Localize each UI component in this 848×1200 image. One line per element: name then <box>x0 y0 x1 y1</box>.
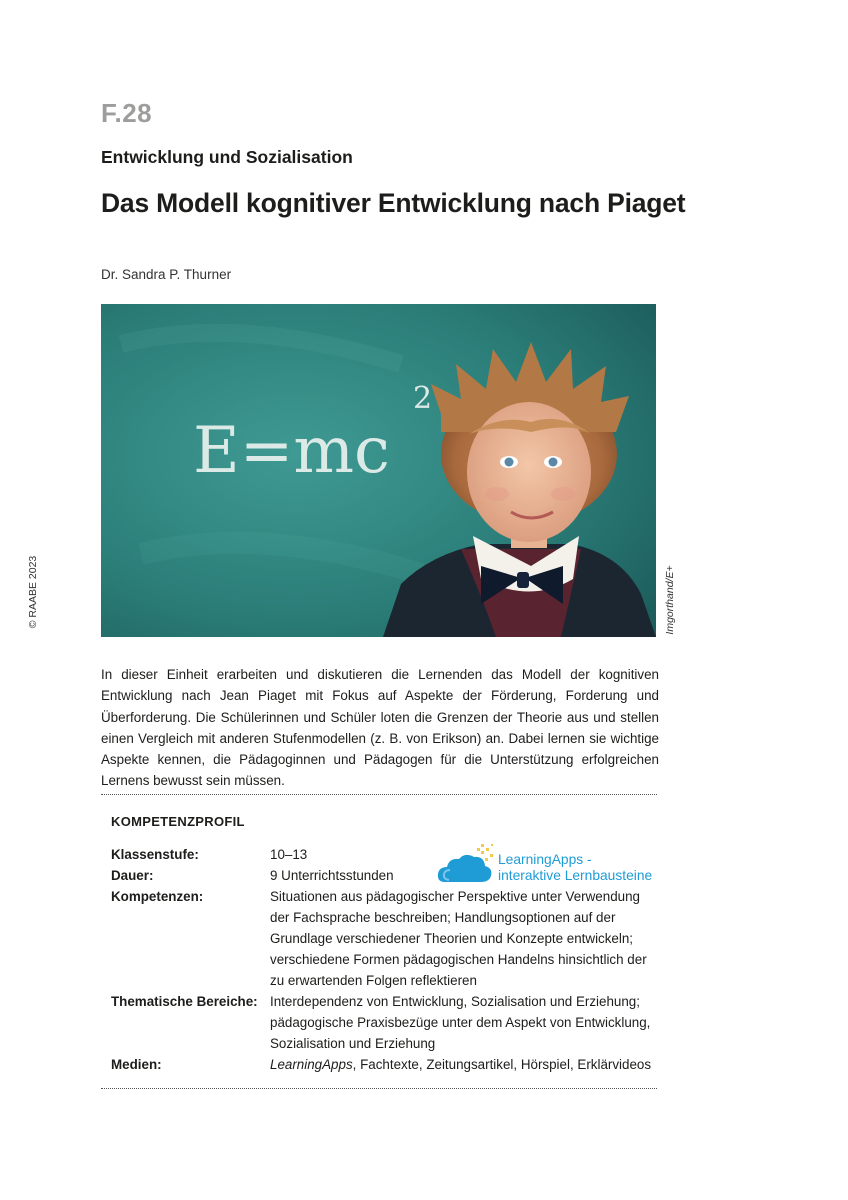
learningapps-line1: LearningApps - <box>498 852 592 867</box>
formula-exponent: 2 <box>413 381 433 416</box>
kompetenzprofil-heading: KOMPETENZPROFIL <box>111 814 245 829</box>
page-title: Das Modell kognitiver Entwicklung nach Piaget <box>101 188 686 218</box>
profile-label: Kompetenzen: <box>111 889 204 904</box>
profile-label: Klassenstufe: <box>111 847 199 862</box>
learningapps-logo[interactable] <box>437 842 662 890</box>
profile-value <box>270 1054 652 1075</box>
profile-label: Medien: <box>111 1057 162 1072</box>
learningapps-line2: interaktive Lernbausteine <box>498 868 653 883</box>
section-divider-top <box>101 794 657 795</box>
cloud-icon <box>437 842 497 890</box>
intro-paragraph: In dieser Einheit erarbeiten und diskutieren die Lernenden das Modell der kognitiven Entwicklung nach Jean Piaget mit Fokus auf Aspekte der Förderung, Forderung und Überforderung. Die Schülerinnen und Schüler loten die Grenzen der Theorie aus und stellen einen Vergleich mit anderen Stufenmodellen (z. B. von Erikson) an. Dabei lernen sie wichtige Aspekte kennen, die Pädagoginnen und Pädagogen für die Unterstützung erfolgreichen Lernens bewusst sein müssen. <box>101 667 659 789</box>
formula-text: E=mc <box>193 414 390 488</box>
profile-value: 10–13 <box>270 847 308 862</box>
profile-value: 9 Unterrichtsstunden <box>270 868 394 883</box>
profile-label: Dauer: <box>111 868 154 883</box>
copyright-note: © RAABE 2023 <box>27 555 39 629</box>
learningapps-label <box>498 852 652 884</box>
profile-label: Thematische Bereiche: <box>111 994 258 1009</box>
unit-code: F.28 <box>101 98 153 128</box>
child-at-chalkboard-image <box>101 304 656 637</box>
unit-subtitle: Entwicklung und Sozialisation <box>101 147 353 167</box>
learningapps-italic: LearningApps <box>270 1057 353 1072</box>
section-divider-bottom <box>101 1088 657 1089</box>
medien-rest: , Fachtexte, Zeitungsartikel, Hörspiel, Erklärvideos <box>352 1057 652 1072</box>
image-credit: Imgorthand/E+ <box>664 565 676 635</box>
cover-photo <box>101 304 656 637</box>
profile-value: Situationen aus pädagogischer Perspektive unter Verwendung der Fachsprache beschreiben; Handlungsoptionen auf der Grundlage verschiedener Theorien und Konzepte entwickeln; verschiedene Formen pädagogischen Handelns hinsichtlich der zu erwartenden Folgen reflektieren <box>270 889 647 988</box>
profile-value: Interdependenz von Entwicklung, Sozialisation und Erziehung; pädagogische Praxisbezüge unter dem Aspekt von Entwicklung, Sozialisation und Erziehung <box>270 994 651 1051</box>
author: Dr. Sandra P. Thurner <box>101 267 232 282</box>
